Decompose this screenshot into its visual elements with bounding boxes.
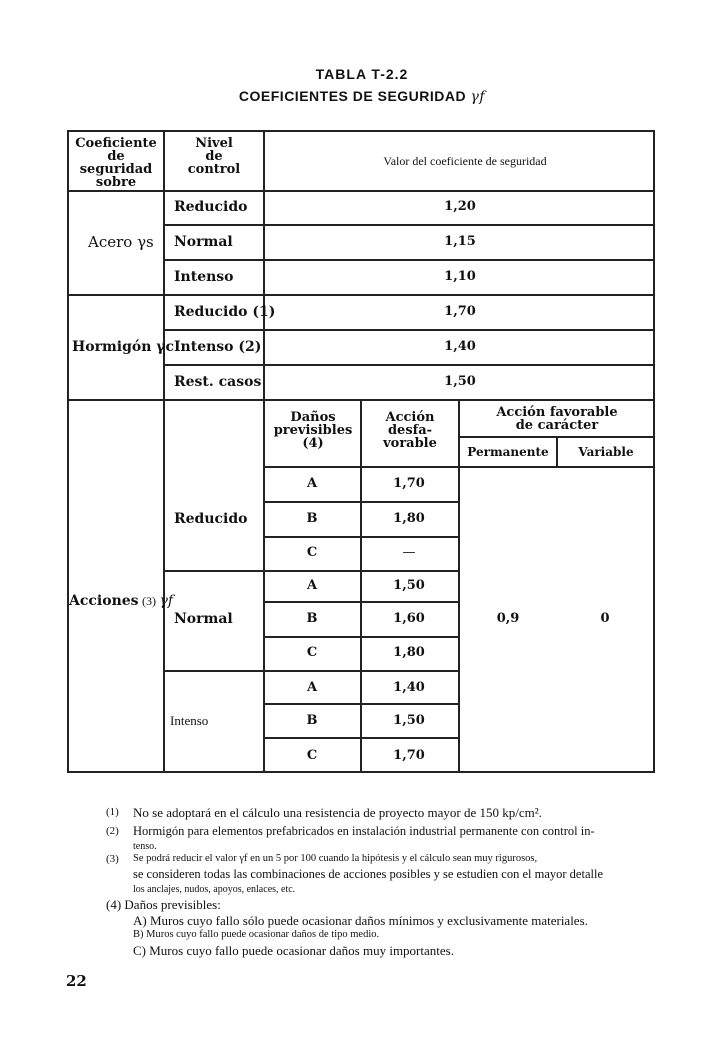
normal-value-c: 1,80 xyxy=(393,645,425,660)
normal-value-b: 1,60 xyxy=(393,611,425,626)
header-danos-line3: (4) xyxy=(302,436,324,451)
header-desfavorable-line3: vorable xyxy=(383,436,437,451)
acero-value-intenso: 1,10 xyxy=(444,269,476,284)
hormigon-value-intenso: 1,40 xyxy=(444,339,476,354)
normal-value-a: 1,50 xyxy=(393,578,425,593)
table-title: TABLA T-2.2 xyxy=(315,66,409,82)
hormigon-label: Hormigón γc xyxy=(72,339,175,355)
table-subtitle-text: COEFICIENTES DE SEGURIDAD xyxy=(238,88,467,104)
normal-dano-a: A xyxy=(306,578,318,593)
acciones-level-reducido: Reducido xyxy=(174,511,248,527)
header-desfavorable-line2: desfa- xyxy=(387,423,433,438)
header-nivel-line3: control xyxy=(187,162,241,177)
header-valor: Valor del coeficiente de seguridad xyxy=(383,154,547,168)
header-permanente: Permanente xyxy=(467,445,549,459)
note-1-number: (1) xyxy=(106,806,119,818)
note-2-continuation: tenso. xyxy=(133,841,157,852)
reducido-value-b: 1,80 xyxy=(393,511,425,526)
note-4-a: A) Muros cuyo fallo sólo puede ocasionar daños mínimos y exclusivamente materiales. xyxy=(133,913,588,928)
header-nivel xyxy=(166,137,262,176)
acero-level-intenso: Intenso xyxy=(174,269,234,285)
note-3-continuation-1: se consideren todas las combinaciones de acciones posibles y se estudien con el mayor detalle xyxy=(133,867,603,881)
intenso-dano-a: A xyxy=(306,680,318,695)
acero-level-reducido: Reducido xyxy=(174,199,248,215)
header-coeficiente-line2: de seguridad xyxy=(79,149,153,177)
note-2-text: Hormigón para elementos prefabricados en instalación industrial permanente con control in- xyxy=(133,824,595,838)
hormigon-level-intenso: Intenso (2) xyxy=(174,339,262,355)
intenso-dano-c: C xyxy=(306,748,318,763)
acciones-level-intenso: Intenso xyxy=(170,713,209,728)
header-coeficiente xyxy=(70,137,162,189)
note-4-c: C) Muros cuyo fallo puede ocasionar daños muy importantes. xyxy=(133,943,454,958)
page-number: 22 xyxy=(66,972,87,990)
header-favorable-line2: de carácter xyxy=(515,418,599,433)
header-nivel-line2: de xyxy=(205,149,223,164)
hormigon-value-rest: 1,50 xyxy=(444,374,476,389)
hormigon-level-reducido: Reducido (1) xyxy=(174,304,276,320)
note-1-text: No se adoptará en el cálculo una resistencia de proyecto mayor de 150 kp/cm². xyxy=(133,805,542,820)
header-accion-favorable xyxy=(461,406,653,432)
header-variable: Variable xyxy=(578,445,634,459)
intenso-dano-b: B xyxy=(306,713,318,728)
hormigon-level-rest: Rest. casos xyxy=(174,374,262,390)
permanente-value: 0,9 xyxy=(496,611,520,626)
header-danos-line1: Daños xyxy=(290,410,336,425)
note-4-heading: (4) Daños previsibles: xyxy=(106,897,221,912)
intenso-value-a: 1,40 xyxy=(393,680,425,695)
normal-dano-b: B xyxy=(306,611,318,626)
acciones-label-note: (3) xyxy=(142,594,157,608)
acero-value-reducido: 1,20 xyxy=(444,199,476,214)
reducido-dano-b: B xyxy=(306,511,318,526)
header-desfavorable-line1: Acción xyxy=(385,410,435,425)
reducido-value-c: — xyxy=(402,545,416,560)
acciones-level-normal: Normal xyxy=(174,611,233,627)
acciones-label xyxy=(69,593,173,610)
acero-label: Acero γs xyxy=(88,233,154,251)
normal-dano-c: C xyxy=(306,645,318,660)
header-danos-line2: previsibles xyxy=(273,423,353,438)
header-favorable-line1: Acción favorable xyxy=(496,405,618,420)
header-danos xyxy=(266,411,360,450)
note-3-text: Se podrá reducir el valor γf en un 5 por 100 cuando la hipótesis y el cálculo sean muy rigurosos, xyxy=(133,853,538,864)
acero-value-normal: 1,15 xyxy=(444,234,476,249)
hormigon-value-reducido: 1,70 xyxy=(444,304,476,319)
table-subtitle xyxy=(180,88,544,105)
header-coeficiente-line1: Coeficiente xyxy=(75,136,157,151)
note-4-b: B) Muros cuyo fallo puede ocasionar daños de tipo medio. xyxy=(133,929,380,940)
reducido-value-a: 1,70 xyxy=(393,476,425,491)
note-3-continuation-2: los anclajes, nudos, apoyos, enlaces, etc. xyxy=(133,884,296,895)
note-3-number: (3) xyxy=(106,853,119,865)
header-nivel-line1: Nivel xyxy=(195,136,233,151)
reducido-dano-a: A xyxy=(306,476,318,491)
acciones-label-symbol: γf xyxy=(159,593,174,609)
acciones-label-text: Acciones xyxy=(69,593,139,609)
header-accion-desfavorable xyxy=(363,411,457,450)
variable-value: 0 xyxy=(600,611,610,626)
intenso-value-c: 1,70 xyxy=(393,748,425,763)
note-2-number: (2) xyxy=(106,825,119,837)
reducido-dano-c: C xyxy=(306,545,318,560)
acero-level-normal: Normal xyxy=(174,234,233,250)
gamma-symbol: γf xyxy=(470,89,486,105)
intenso-value-b: 1,50 xyxy=(393,713,425,728)
header-coeficiente-line3: sobre xyxy=(95,175,137,190)
